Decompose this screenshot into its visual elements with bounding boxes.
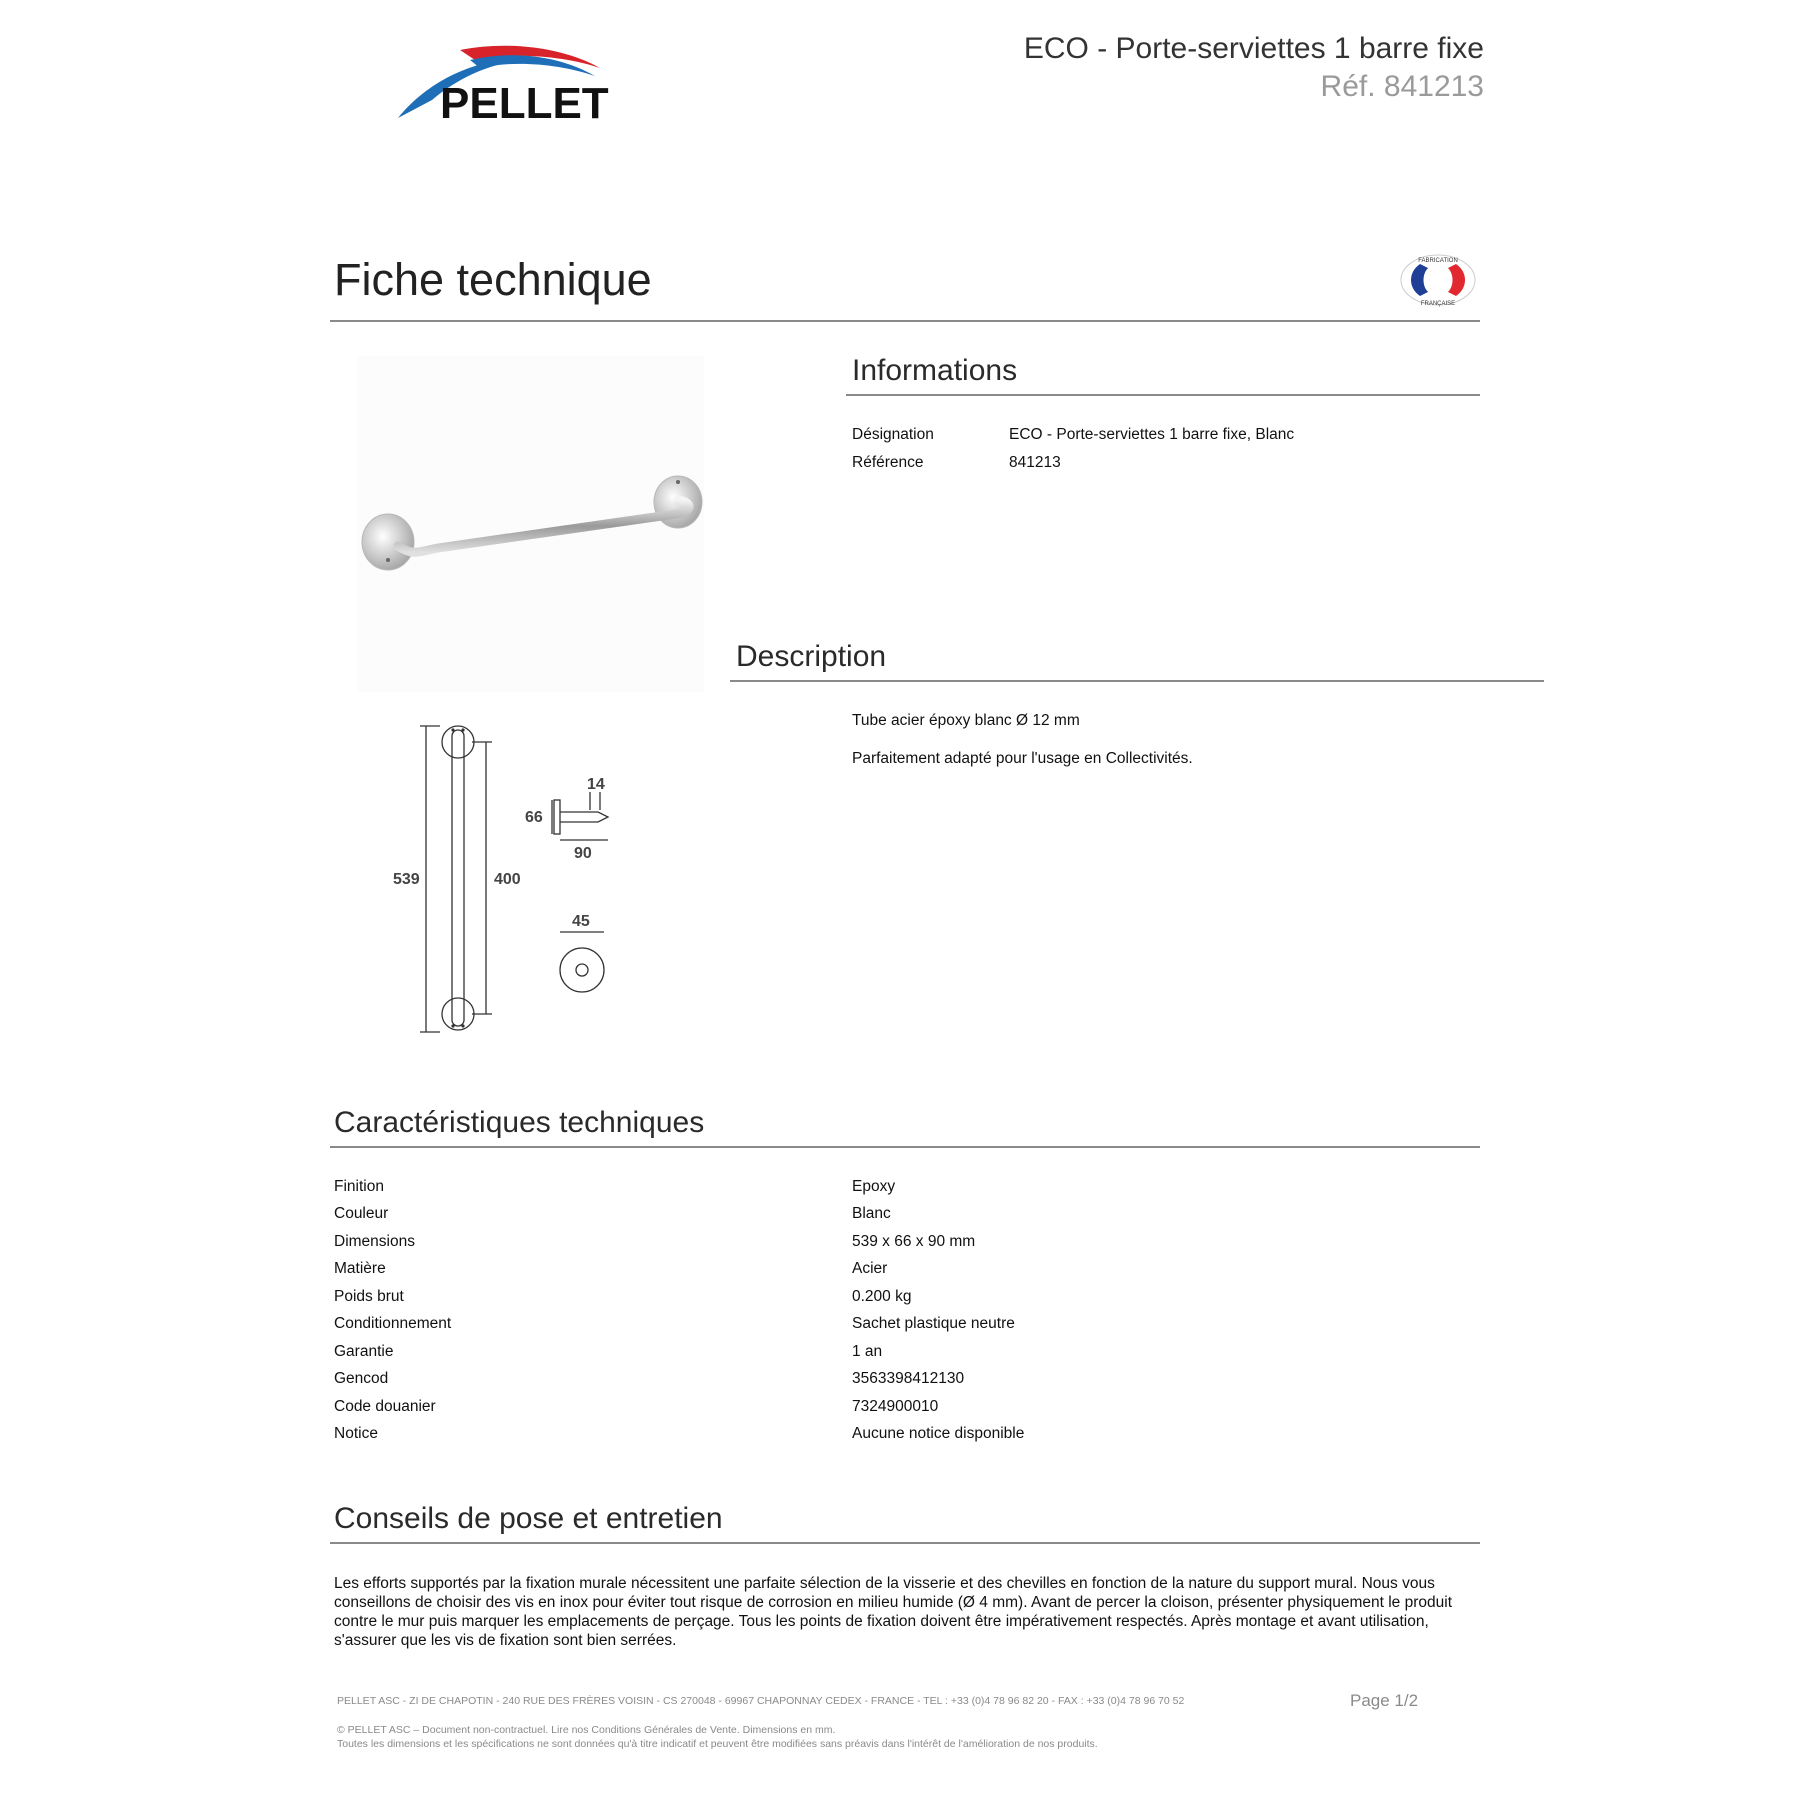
spec-value: 0.200 kg [852, 1288, 912, 1305]
header-product-title: ECO - Porte-serviettes 1 barre fixe [1023, 32, 1484, 65]
info-value-designation: ECO - Porte-serviettes 1 barre fixe, Blanc [1009, 426, 1295, 443]
pellet-logo [390, 38, 650, 128]
footer-disclaimer: Toutes les dimensions et les spécifications ne sont données qu'à titre indicatif et peuvent être modifiées sans préavis dans l'intérêt de l'amélioration de nos produits. [337, 1738, 1098, 1750]
spec-value: 1 an [852, 1343, 883, 1360]
dim-axis: 400 [494, 871, 521, 888]
informations-title: Informations [852, 354, 1018, 387]
dim-length: 539 [393, 871, 420, 888]
spec-label: Garantie [334, 1343, 394, 1360]
product-photo [358, 356, 704, 692]
dim-tube: 14 [587, 776, 605, 793]
spec-value: 539 x 66 x 90 mm [852, 1233, 976, 1250]
dim-base: 45 [572, 913, 590, 930]
logo-text: PELLET [440, 79, 609, 128]
spec-label: Notice [334, 1425, 378, 1442]
spec-value: 3563398412130 [852, 1370, 965, 1387]
description-title: Description [736, 640, 887, 673]
info-label-reference: Référence [852, 454, 924, 471]
spec-value: 7324900010 [852, 1398, 939, 1415]
spec-value: Epoxy [852, 1178, 896, 1195]
conseils-title: Conseils de pose et entretien [334, 1502, 723, 1535]
svg-text:FRANÇAISE: FRANÇAISE [1420, 301, 1456, 307]
description-divider [730, 680, 1544, 682]
info-value-reference: 841213 [1009, 454, 1061, 471]
conseils-divider [330, 1542, 1480, 1544]
technical-drawing [390, 712, 640, 1042]
page-number: Page 1/2 [1350, 1691, 1419, 1710]
title-divider [330, 320, 1480, 322]
caracteristiques-divider [330, 1146, 1480, 1148]
dim-height: 66 [525, 809, 543, 826]
spec-value: Acier [852, 1260, 888, 1277]
description-line-1: Tube acier époxy blanc Ø 12 mm [852, 712, 1080, 729]
spec-label: Couleur [334, 1205, 389, 1222]
spec-value: Sachet plastique neutre [852, 1315, 1015, 1332]
made-in-france-badge [1398, 252, 1478, 308]
spec-label: Dimensions [334, 1233, 415, 1250]
conseils-text: Les efforts supportés par la fixation murale nécessitent une parfaite sélection de la visserie et des chevilles en fonction de la nature du support mural. Nous vous conseillons de choisir des vis en inox pour éviter tout risque de corrosion en milieu humide (Ø 4 mm). Avant de percer la cloison, présenter physiquement le produit contre le mur puis marquer les emplacements de perçage. Tous les points de fixation doivent être impérativement respectés. Après montage et avant utilisation, s'assurer que les vis de fixation sont bien serrées. [334, 1575, 1453, 1649]
footer-address: PELLET ASC - ZI DE CHAPOTIN - 240 RUE DES FRÈRES VOISIN - CS 270048 - 69967 CHAPONNAY CEDEX - FRANCE - TEL : +33 (0)4 78 96 82 20 - FAX : +33 (0)4 78 96 70 52 [337, 1695, 1185, 1707]
dim-depth: 90 [574, 845, 592, 862]
svg-text:FABRICATION: FABRICATION [1418, 258, 1458, 264]
informations-divider [846, 394, 1480, 396]
spec-label: Finition [334, 1178, 384, 1195]
spec-value: Blanc [852, 1205, 891, 1222]
spec-label: Gencod [334, 1370, 389, 1387]
spec-label: Conditionnement [334, 1315, 452, 1332]
spec-value: Aucune notice disponible [852, 1425, 1025, 1442]
spec-label: Matière [334, 1260, 386, 1277]
page-title: Fiche technique [334, 254, 652, 305]
spec-label: Code douanier [334, 1398, 436, 1415]
description-line-2: Parfaitement adapté pour l'usage en Collectivités. [852, 750, 1193, 767]
footer-copyright: © PELLET ASC – Document non-contractuel. Lire nos Conditions Générales de Vente. Dimensions en mm. [337, 1724, 836, 1736]
caracteristiques-title: Caractéristiques techniques [334, 1106, 705, 1139]
spec-label: Poids brut [334, 1288, 404, 1305]
header-reference: Réf. 841213 [1320, 70, 1484, 103]
info-label-designation: Désignation [852, 426, 934, 443]
